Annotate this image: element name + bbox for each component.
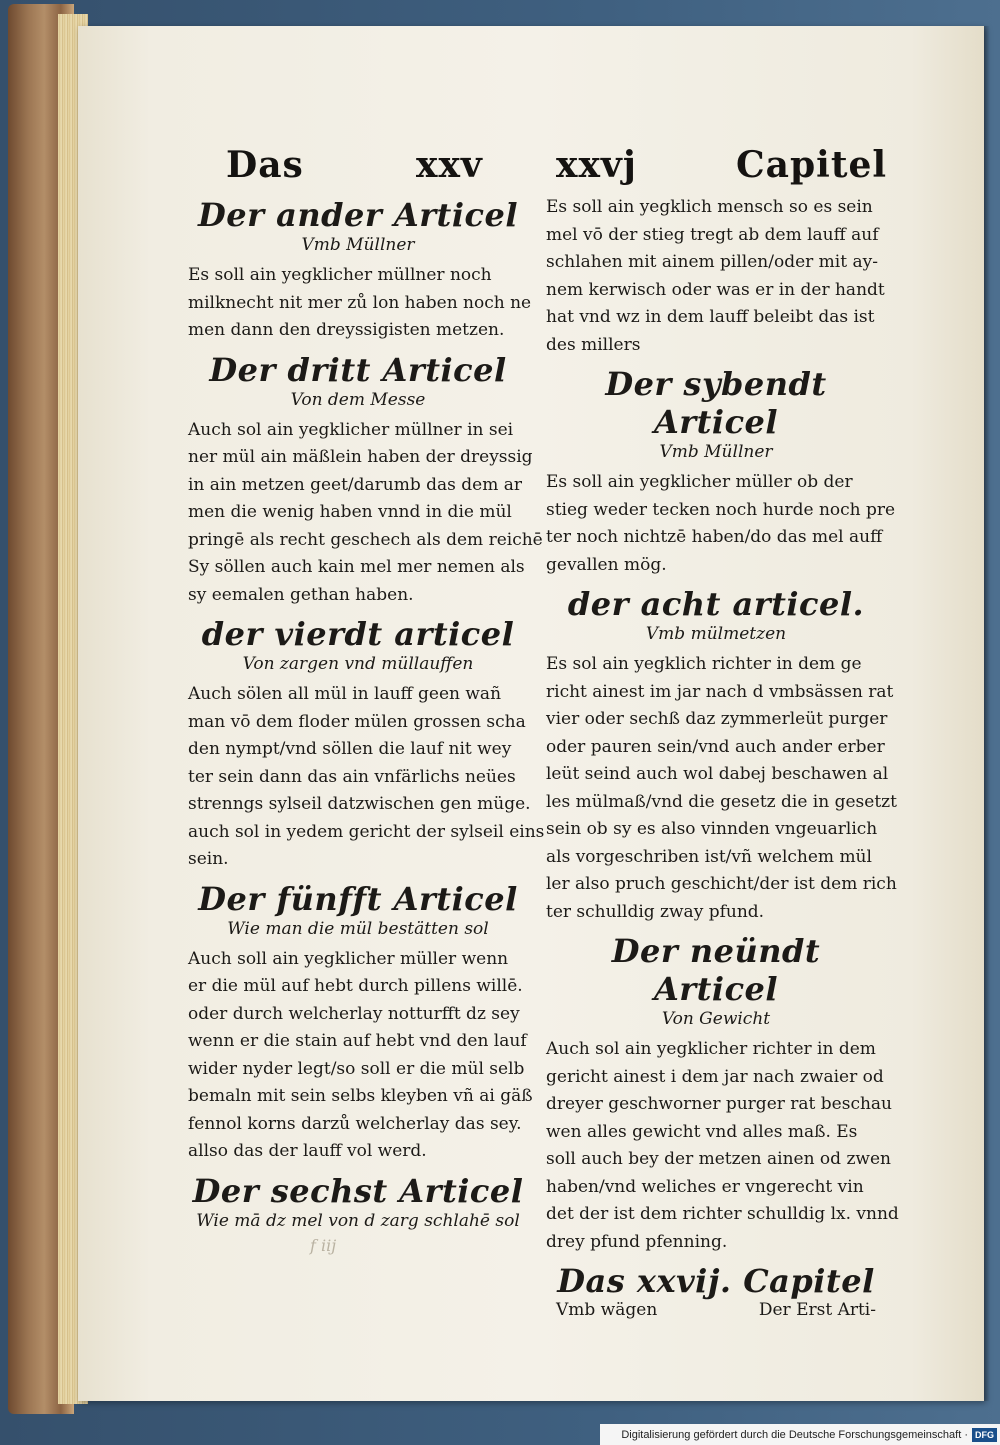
bottom-row — [546, 1300, 886, 1320]
text-line: drey pfund pfenning. — [546, 1231, 728, 1252]
text-line: bemaln mit sein selbs kleyben vñ ai gäß — [188, 1086, 533, 1106]
section-text — [546, 194, 886, 359]
section-text — [188, 262, 532, 345]
section-heading: Der ander Articel — [198, 196, 518, 234]
text-line: auch sol in yedem gericht der sylseil eins — [188, 821, 545, 842]
text-line: pringē als recht geschech als dem reichē — [188, 529, 543, 550]
text-line: fennol korns darzů welcherlay das sey. — [188, 1113, 522, 1134]
section-text — [546, 651, 897, 926]
text-line: Auch sölen all mül in lauff geen wañ — [188, 684, 502, 704]
text-line: Auch sol ain yegklicher richter in dem — [546, 1039, 876, 1059]
bottom-right-text: Der Erst Arti- — [758, 1300, 876, 1320]
bottom-left-text: Vmb wägen — [556, 1300, 658, 1320]
text-line: schlahen mit ainem pillen/oder mit ay- — [546, 252, 878, 272]
left-column — [188, 196, 545, 1238]
footer-bar — [600, 1424, 1000, 1445]
text-line: Es soll ain yegklicher müller ob der — [546, 472, 853, 492]
text-line: milknecht nit mer zů lon haben noch ne — [188, 292, 532, 313]
text-line: men die wenig haben vnnd in die mül — [188, 502, 512, 522]
text-line: men dann den dreyssigisten metzen. — [188, 320, 505, 340]
text-line: Sy söllen auch kain mel mer nemen als — [188, 557, 525, 577]
section-subheading: Vmb Müllner — [659, 442, 773, 462]
text-line: soll auch bey der metzen ainen od zwen — [546, 1149, 891, 1169]
section-text — [546, 469, 896, 579]
text-line: allso das der lauff vol werd. — [188, 1141, 427, 1161]
text-line: leüt seind auch wol dabej beschawen al — [546, 764, 889, 784]
text-line: gericht ainest i dem jar nach zwaier od — [546, 1066, 884, 1087]
text-line: haben/vnd weliches er vngerecht vin — [546, 1176, 864, 1197]
section-subheading: Von zargen vnd müllauffen — [242, 654, 474, 674]
section-text — [188, 946, 533, 1166]
footer-text: Digitalisierung gefördert durch die Deutsche Forschungsgemeinschaft · — [621, 1428, 968, 1441]
text-line: mel vō der stieg tregt ab dem lauff auf — [546, 224, 879, 245]
text-line: er die mül auf hebt durch pillens willē. — [188, 976, 523, 996]
section-subheading: Von dem Messe — [290, 389, 426, 410]
section-text — [546, 1036, 899, 1256]
section-heading: der vierdt articel — [201, 615, 515, 653]
text-line: den nympt/vnd söllen die lauf nit wey — [188, 739, 512, 759]
section-heading: Der dritt Articel — [209, 350, 507, 389]
text-line: Es sol ain yegklich richter in dem ge — [546, 654, 862, 674]
text-line: sein ob sy es also vinnden vngeuarlich — [546, 819, 878, 839]
text-line: oder durch welcherlay notturfft dz sey — [188, 1003, 520, 1024]
running-head — [226, 144, 888, 194]
chapter-heading: Das xxvij. Capitel — [557, 1262, 875, 1300]
page — [78, 26, 984, 1401]
section-text — [188, 681, 545, 874]
section-heading: Der sechst Articel — [192, 1171, 524, 1210]
page-shadow — [984, 26, 990, 1401]
text-line: stieg weder tecken noch hurde noch pre — [546, 499, 896, 520]
text-line: sein. — [188, 849, 229, 869]
right-column — [546, 194, 899, 1320]
text-line: det der ist dem richter schulldig lx. vnnd — [546, 1204, 899, 1224]
book — [8, 4, 994, 1414]
text-line: ner mül ain mäßlein haben der dreyssig — [188, 447, 533, 467]
running-head-left: Das — [226, 144, 304, 186]
section-subheading: Vmb mülmetzen — [645, 624, 787, 644]
section-subheading: Wie man die mül bestätten sol — [227, 918, 489, 939]
text-line: wider nyder legt/so soll er die mül selb — [188, 1058, 525, 1079]
text-line: in ain metzen geet/darumb das dem ar — [188, 474, 523, 495]
text-line: les mülmaß/vnd die gesetz die in gesetzt — [546, 791, 897, 812]
text-line: richt ainest im jar nach d vmbsässen rat — [546, 681, 894, 702]
running-head-right: Capitel — [736, 144, 888, 186]
text-line: des millers — [546, 334, 641, 355]
text-line: nem kerwisch oder was er in der handt — [546, 279, 885, 300]
text-line: oder pauren sein/vnd auch ander erber — [546, 736, 885, 757]
signature-mark: f iij — [310, 1236, 337, 1255]
text-line: sy eemalen gethan haben. — [188, 584, 414, 605]
text-line: wenn er die stain auf hebt vnd den lauf — [188, 1031, 527, 1051]
text-line: strenngs sylseil datzwischen gen müge. — [188, 794, 531, 814]
section-subheading: Vmb Müllner — [301, 235, 415, 255]
text-line: Auch sol ain yegklicher müllner in sei — [188, 419, 514, 440]
text-line: dreyer geschworner purger rat beschau — [546, 1094, 893, 1114]
section-heading: der acht articel. — [567, 585, 865, 623]
text-line: Es soll ain yegklicher müllner noch — [188, 265, 492, 285]
text-line: ter sein dann das ain vnfärlichs neües — [188, 766, 516, 787]
section-heading: Der sybendt Articel — [605, 365, 827, 441]
text-line: vier oder sechß daz zymmerleüt purger — [546, 709, 888, 729]
text-line: ter noch nichtzē haben/do das mel auff — [546, 527, 883, 547]
dfg-logo: DFG — [972, 1428, 997, 1442]
text-line: Auch soll ain yegklicher müller wenn — [188, 948, 509, 969]
text-line: hat vnd wz in dem lauff beleibt das ist — [546, 307, 875, 327]
running-head-chapter-b: xxvj — [556, 144, 637, 186]
section-heading: Der neündt Articel — [611, 932, 821, 1008]
section-subheading: Wie mā dz mel von d zarg schlahē sol — [196, 1210, 520, 1231]
text-line: Es soll ain yegklich mensch so es sein — [546, 197, 873, 217]
text-line: als vorgeschriben ist/vñ welchem mül — [546, 846, 872, 867]
text-line: ler also pruch geschicht/der ist dem rich — [546, 874, 897, 894]
text-line: gevallen mög. — [546, 554, 667, 575]
text-line: man vō dem floder mülen grossen scha — [188, 711, 526, 732]
text-line: ter schulldig zway pfund. — [546, 901, 765, 922]
section-heading: Der fünfft Articel — [198, 879, 518, 918]
running-head-chapter-a: xxv — [416, 144, 483, 186]
section-subheading: Von Gewicht — [661, 1009, 771, 1029]
text-line: wen alles gewicht vnd alles maß. Es — [546, 1121, 858, 1142]
section-text — [188, 417, 543, 610]
